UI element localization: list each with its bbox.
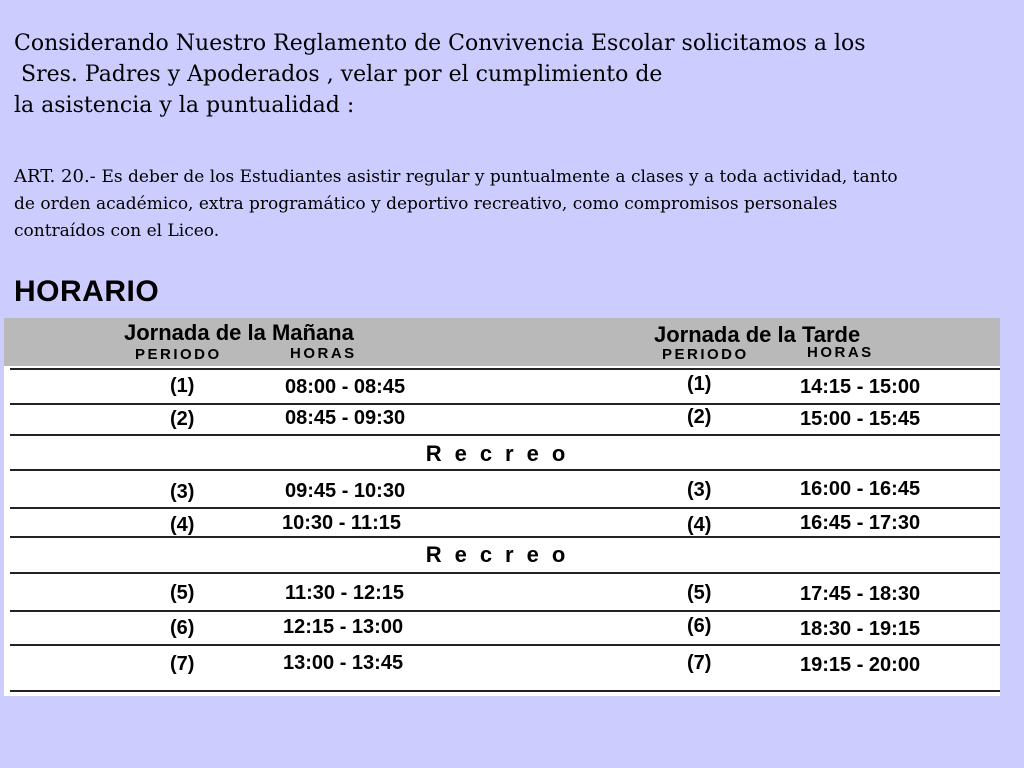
afternoon-period: (4) bbox=[687, 514, 712, 536]
morning-hours: 08:45 - 09:30 bbox=[285, 407, 406, 429]
morning-period: (6) bbox=[170, 617, 195, 639]
morning-hours: 08:00 - 08:45 bbox=[285, 376, 406, 398]
afternoon-hours: 16:45 - 17:30 bbox=[800, 512, 921, 534]
schedule-heading: HORARIO bbox=[14, 275, 160, 308]
row-divider bbox=[10, 536, 1000, 538]
row-divider bbox=[10, 469, 1000, 471]
afternoon-period: (6) bbox=[687, 615, 712, 637]
row-divider bbox=[10, 507, 1000, 509]
morning-period: (1) bbox=[170, 375, 195, 397]
row-divider bbox=[10, 572, 1000, 574]
afternoon-period: (2) bbox=[687, 406, 712, 428]
morning-period: (5) bbox=[170, 582, 195, 604]
morning-hours: 10:30 - 11:15 bbox=[282, 512, 401, 534]
morning-hours: 12:15 - 13:00 bbox=[283, 616, 404, 638]
morning-hours: 13:00 - 13:45 bbox=[283, 652, 404, 674]
afternoon-period: (1) bbox=[687, 373, 712, 395]
article-text-1: Es deber de los Estudiantes asistir regular y puntualmente a clases y a toda actividad, tanto bbox=[101, 167, 898, 187]
afternoon-hours: 18:30 - 19:15 bbox=[800, 618, 921, 640]
row-divider bbox=[10, 368, 1000, 370]
afternoon-hours-header: HORAS bbox=[807, 344, 874, 361]
article-line-2: de orden académico, extra programático y deportivo recreativo, como compromisos personales bbox=[14, 194, 838, 214]
morning-period: (4) bbox=[170, 514, 195, 536]
schedule-table bbox=[4, 318, 1000, 696]
intro-line-2: Sres. Padres y Apoderados , velar por el cumplimiento de bbox=[14, 62, 663, 87]
row-divider bbox=[10, 610, 1000, 612]
recess-label: Recreo bbox=[425, 441, 579, 466]
afternoon-hours: 16:00 - 16:45 bbox=[800, 478, 921, 500]
row-divider bbox=[10, 690, 1000, 692]
article-20 bbox=[14, 163, 1004, 245]
intro-paragraph bbox=[14, 28, 1004, 121]
morning-period: (7) bbox=[170, 653, 195, 675]
row-divider bbox=[10, 403, 1000, 405]
afternoon-hours: 14:15 - 15:00 bbox=[800, 376, 921, 398]
recess-label: Recreo bbox=[425, 542, 579, 567]
row-divider bbox=[10, 644, 1000, 646]
morning-period-header: PERIODO bbox=[135, 346, 222, 363]
afternoon-hours: 19:15 - 20:00 bbox=[800, 654, 921, 676]
article-line-1 bbox=[14, 163, 1004, 191]
morning-hours-header: HORAS bbox=[290, 345, 357, 362]
article-label: ART. 20.- bbox=[14, 166, 102, 187]
afternoon-period-header: PERIODO bbox=[662, 346, 749, 363]
intro-line-3: la asistencia y la puntualidad : bbox=[14, 93, 355, 118]
morning-period: (3) bbox=[170, 481, 195, 503]
intro-line-1: Considerando Nuestro Reglamento de Convivencia Escolar solicitamos a los bbox=[14, 31, 866, 56]
afternoon-period: (3) bbox=[687, 479, 712, 501]
article-line-3: contraídos con el Liceo. bbox=[14, 221, 220, 241]
morning-hours: 09:45 - 10:30 bbox=[285, 480, 406, 502]
afternoon-hours: 17:45 - 18:30 bbox=[800, 583, 921, 605]
morning-shift-title: Jornada de la Mañana bbox=[124, 320, 354, 345]
morning-period: (2) bbox=[170, 408, 195, 430]
afternoon-shift-title: Jornada de la Tarde bbox=[654, 322, 861, 347]
afternoon-hours: 15:00 - 15:45 bbox=[800, 408, 921, 430]
row-divider bbox=[10, 434, 1000, 436]
morning-hours: 11:30 - 12:15 bbox=[285, 582, 404, 604]
schedule-header bbox=[4, 318, 1000, 366]
afternoon-period: (7) bbox=[687, 652, 712, 674]
afternoon-period: (5) bbox=[687, 582, 712, 604]
